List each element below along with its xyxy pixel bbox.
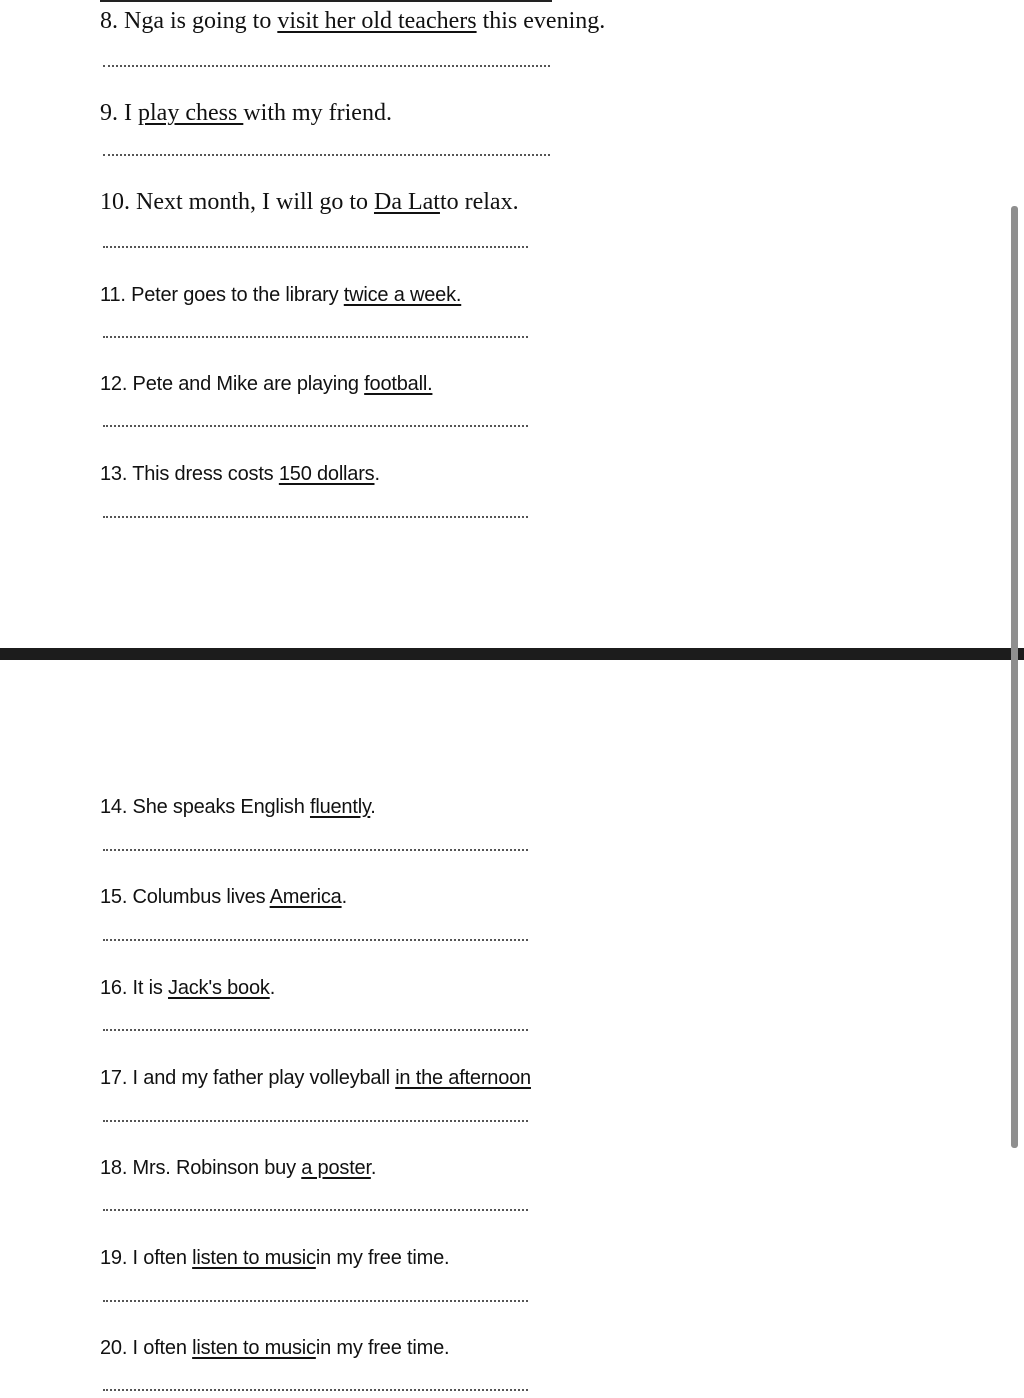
answer-line-9[interactable] bbox=[103, 154, 550, 156]
question-10 bbox=[100, 189, 519, 216]
question-text: Next month, I will go to bbox=[130, 189, 374, 215]
question-text: This dress costs bbox=[127, 463, 279, 485]
question-text-end: . bbox=[341, 886, 347, 908]
question-number: 19. bbox=[100, 1247, 128, 1269]
question-number: 9. bbox=[100, 100, 118, 126]
underlined-phrase: visit her old teachers bbox=[277, 8, 477, 34]
underlined-phrase: fluently bbox=[309, 796, 371, 818]
question-19 bbox=[100, 1247, 449, 1270]
question-18 bbox=[100, 1157, 376, 1180]
answer-line-8[interactable] bbox=[103, 65, 550, 67]
question-9 bbox=[100, 100, 392, 127]
question-text: I often bbox=[127, 1247, 193, 1269]
question-text-end: . bbox=[269, 977, 276, 999]
question-text: She speaks English bbox=[127, 796, 310, 818]
question-text-end: in my free time. bbox=[315, 1247, 450, 1269]
question-text: Pete and Mike are playing bbox=[127, 373, 365, 395]
question-text: I often bbox=[127, 1337, 193, 1359]
question-16 bbox=[100, 977, 275, 1000]
answer-line-13[interactable] bbox=[103, 516, 528, 518]
answer-line-16[interactable] bbox=[103, 1029, 528, 1031]
question-8 bbox=[100, 8, 605, 35]
question-text: Peter goes to the library bbox=[125, 284, 344, 306]
underlined-phrase: 150 dollars bbox=[278, 463, 375, 485]
question-number: 18. bbox=[100, 1157, 128, 1179]
question-number: 17. bbox=[100, 1067, 128, 1089]
answer-line-18[interactable] bbox=[103, 1209, 528, 1211]
question-text: I bbox=[118, 100, 138, 126]
underlined-phrase: in the afternoon bbox=[395, 1067, 531, 1089]
question-text-end: this evening. bbox=[476, 8, 606, 34]
question-number: 8. bbox=[100, 8, 118, 34]
answer-line-14[interactable] bbox=[103, 849, 528, 851]
question-text-end: . bbox=[370, 1157, 377, 1179]
question-11 bbox=[100, 284, 461, 307]
underlined-phrase: a poster bbox=[301, 1157, 371, 1179]
question-text-end: . bbox=[370, 796, 376, 818]
answer-line-17[interactable] bbox=[103, 1120, 528, 1122]
question-text: Columbus lives bbox=[127, 886, 270, 908]
question-number: 11. bbox=[100, 284, 126, 306]
question-15 bbox=[100, 886, 347, 909]
underlined-phrase: twice a week. bbox=[343, 284, 462, 306]
question-text: It is bbox=[127, 977, 169, 999]
question-text-end: in my free time. bbox=[315, 1337, 450, 1359]
underlined-phrase: listen to music bbox=[192, 1247, 316, 1269]
answer-line-11[interactable] bbox=[103, 336, 528, 338]
question-number: 10. bbox=[100, 189, 130, 215]
underlined-phrase: Jack's book bbox=[168, 977, 270, 999]
question-text-end: with my friend. bbox=[243, 100, 392, 126]
top-rule bbox=[100, 0, 552, 2]
question-text: I and my father play volleyball bbox=[127, 1067, 396, 1089]
scrollbar[interactable] bbox=[1011, 206, 1018, 1148]
question-17 bbox=[100, 1067, 531, 1090]
question-13 bbox=[100, 463, 380, 486]
question-text-end: . bbox=[374, 463, 380, 485]
question-number: 16. bbox=[100, 977, 128, 999]
answer-line-20[interactable] bbox=[103, 1389, 528, 1391]
question-number: 14. bbox=[100, 796, 128, 818]
question-12 bbox=[100, 373, 432, 396]
question-number: 20. bbox=[100, 1337, 128, 1359]
answer-line-19[interactable] bbox=[103, 1300, 528, 1302]
answer-line-15[interactable] bbox=[103, 939, 528, 941]
underlined-phrase: listen to music bbox=[192, 1337, 316, 1359]
question-14 bbox=[100, 796, 376, 819]
question-number: 13. bbox=[100, 463, 128, 485]
underlined-phrase: Da Lat bbox=[373, 189, 440, 215]
question-20 bbox=[100, 1337, 449, 1360]
question-text: Nga is going to bbox=[118, 8, 278, 34]
underlined-phrase: play chess bbox=[138, 100, 244, 126]
question-text-end: to relax. bbox=[439, 189, 519, 215]
question-text: Mrs. Robinson buy bbox=[127, 1157, 302, 1179]
question-number: 15. bbox=[100, 886, 128, 908]
page-divider bbox=[0, 648, 1024, 660]
answer-line-12[interactable] bbox=[103, 425, 528, 427]
question-number: 12. bbox=[100, 373, 128, 395]
underlined-phrase: football. bbox=[364, 373, 433, 395]
underlined-phrase: America bbox=[269, 886, 342, 908]
answer-line-10[interactable] bbox=[103, 246, 528, 248]
